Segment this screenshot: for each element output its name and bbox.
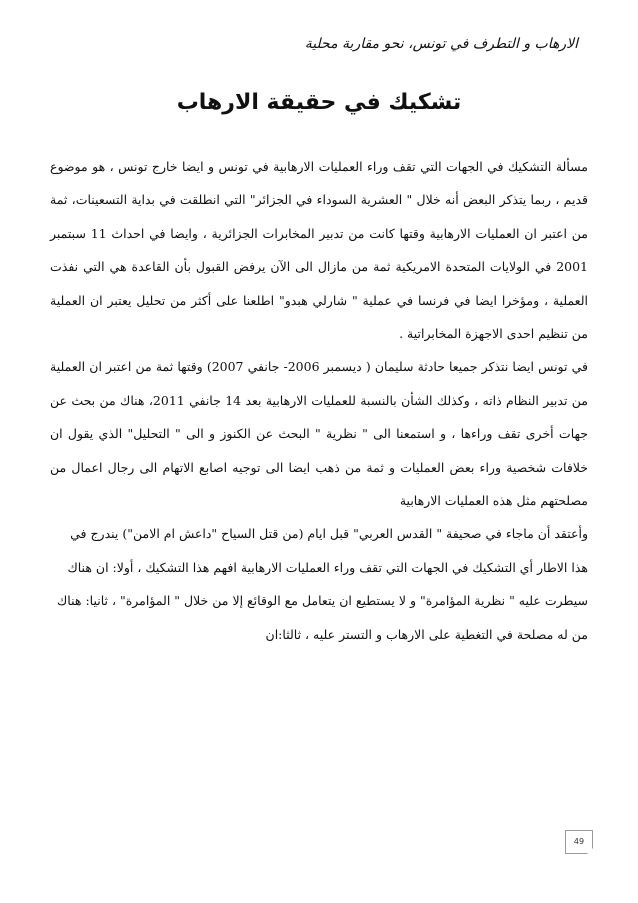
paragraph-3: وأعتقد أن ماجاء في صحيفة " القدس العربي" قبل ايام (من قتل السياح "داعش ام الامن") يندرج في هذا الاطار أي التشكيك في الجهات التي تقف وراء العمليات الارهابية افهم هذا التشكيك ، أولا: ان هناك سيطرت عليه " نظرية المؤامرة" و لا يستطيع ان يتعامل مع الوقائع إلا من خلال " المؤامرة" ، ثانيا: هناك من له مصلحة في التغطية على الارهاب و التستر عليه ، ثالثا:ان xyxy=(57,526,588,642)
paragraph-2: في تونس ايضا نتذكر جميعا حادثة سليمان ( ديسمبر 2006- جانفي 2007) وقتها ثمة من اعتبر ان العملية من تدبير النظام ذاته ، وكذلك الشأن بالنسبة للعمليات الارهابية بعد 14 جانفي 2011، هناك من بحث عن جهات أخرى تقف وراءها ، و استمعنا الى " نظرية " البحث عن الكنوز و الى " التحليل" الذي يقول ان خلافات شخصية وراء بعض العمليات و ثمة من ذهب ايضا الى توجيه اصابع الاتهام الى رجال اعمال من مصلحتهم مثل هذه العمليات الارهابية xyxy=(50,359,588,509)
running-header: الارهاب و التطرف في تونس، نحو مقاربة محلية xyxy=(304,36,578,52)
body-text xyxy=(50,150,588,651)
paragraph-1: مسألة التشكيك في الجهات التي تقف وراء العمليات الارهابية في تونس و ايضا خارج تونس ، هو موضوع قديم ، ربما يتذكر البعض أنه خلال " العشرية السوداء في الجزائر" التي انطلقت في بداية التسعينات، ثمة من اعتبر ان العمليات الارهابية وقتها كانت من تدبير المخابرات الجزائرية ، وايضا في احداث 11 سبتمبر 2001 في الولايات المتحدة الامريكية ثمة من مازال الى الآن يرفض القبول بأن القاعدة هي التي نفذت العملية ، ومؤخرا ايضا في فرنسا في عملية " شارلي هبدو" اطلعنا على أكثر من تحليل يعتبر ان العملية من تنظيم احدى الاجهزة المخابراتية . xyxy=(50,159,588,342)
page-number: 49 xyxy=(565,830,593,854)
page-title: تشكيك في حقيقة الارهاب xyxy=(176,90,462,115)
